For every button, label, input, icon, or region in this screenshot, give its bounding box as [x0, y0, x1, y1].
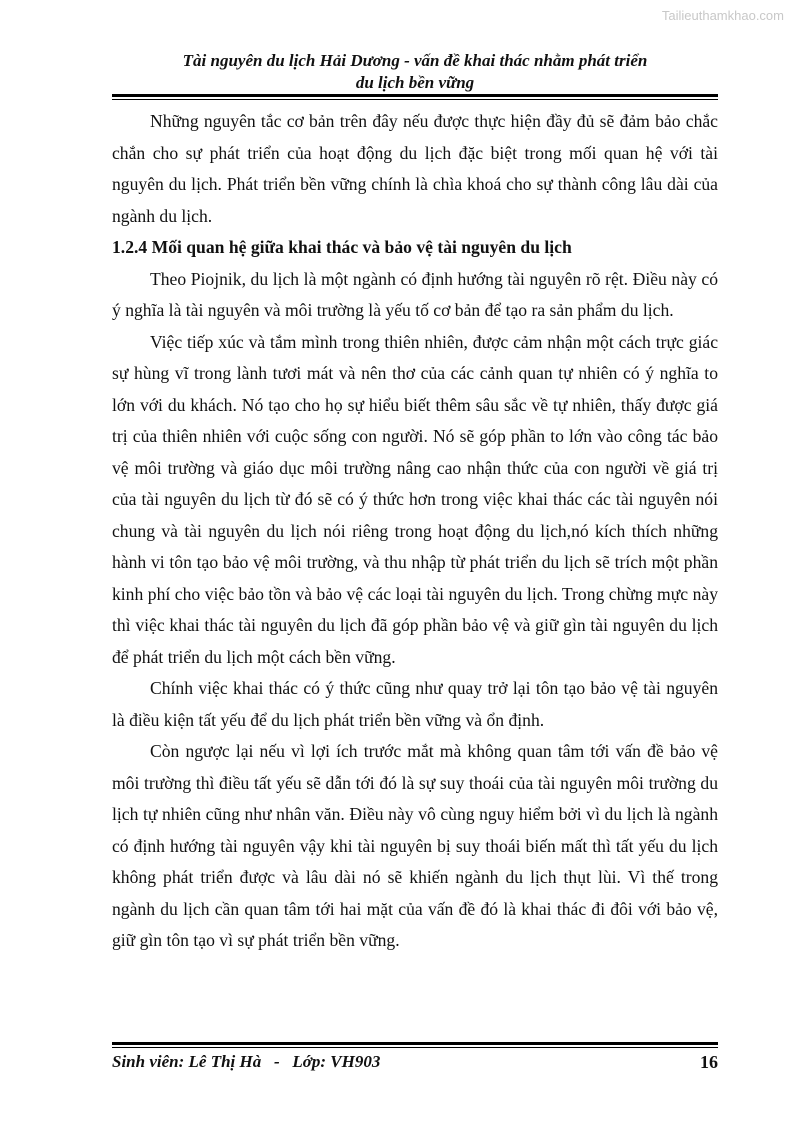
footer [112, 1052, 718, 1072]
paragraph-4: Chính việc khai thác có ý thức cũng như quay trở lại tôn tạo bảo vệ tài nguyên là điều kiện tất yếu để du lịch phát triển bền vững và ổn định. [112, 678, 718, 730]
footer-rule [112, 1042, 718, 1048]
page-number: 16 [700, 1052, 718, 1072]
header-line-1: Tài nguyên du lịch Hải Dương - vấn đề khai thác nhằm phát triển [182, 51, 648, 70]
header-rule [112, 94, 718, 100]
paragraph-3: Việc tiếp xúc và tắm mình trong thiên nhiên, được cảm nhận một cách trực giác sự hùng vĩ trong lành tươi mát và nên thơ của các cảnh quan tự nhiên có ý nghĩa to lớn với du khách. Nó tạo cho họ sự hiểu biết thêm sâu sắc về tự nhiên, thấy được giá trị của thiên nhiên với cuộc sống con người. Nó sẽ góp phần to lớn vào công tác bảo vệ môi trường và giáo dục môi trường nâng cao nhận thức của con người về giá trị của tài nguyên du lịch từ đó sẽ có ý thức hơn trong việc khai thác các tài nguyên nói chung và tài nguyên du lịch nói riêng trong hoạt động du lịch,nó kích thích những hành vi tôn tạo bảo vệ môi trường, và thu nhập từ phát triển du lịch sẽ trích một phần kinh phí cho việc bảo tồn và bảo vệ các loại tài nguyên du lịch. Trong chừng mực này thì việc khai thác tài nguyên du lịch đã góp phần bảo vệ và giữ gìn tài nguyên du lịch để phát triển du lịch một cách bền vững. [112, 331, 718, 667]
watermark: Tailieuthamkhao.com [661, 8, 784, 23]
section-heading: 1.2.4 Mối quan hệ giữa khai thác và bảo vệ tài nguyên du lịch [112, 237, 572, 257]
header-line-2: du lịch bền vững [355, 73, 475, 92]
paragraph-1: Những nguyên tắc cơ bản trên đây nếu được thực hiện đầy đủ sẽ đảm bảo chắc chắn cho sự phát triển của hoạt động du lịch đặc biệt trong mối quan hệ với tài nguyên du lịch. Phát triển bền vững chính là chìa khoá cho sự thành công lâu dài của ngành du lịch. [112, 111, 718, 226]
paragraph-5: Còn ngược lại nếu vì lợi ích trước mắt mà không quan tâm tới vấn đề bảo vệ môi trường thì điều tất yếu sẽ dẫn tới đó là sự suy thoái của tài nguyên môi trường du lịch tự nhiên cũng như nhân văn. Điều này vô cùng nguy hiểm bởi vì du lịch là ngành có định hướng tài nguyên vậy khi tài nguyên bị suy thoái biến mất thì tất yếu du lịch không phát triển được và lâu dài nó sẽ khiến ngành du lịch thụt lùi. Vì thế trong ngành du lịch cần quan tâm tới hai mặt của vấn đề đó là khai thác đi đôi với bảo vệ, giữ gìn tôn tạo vì sự phát triển bền vững. [112, 741, 718, 950]
paragraph-2: Theo Piojnik, du lịch là một ngành có định hướng tài nguyên rõ rệt. Điều này có ý nghĩa là tài nguyên và môi trường là yếu tố cơ bản để tạo ra sản phẩm du lịch. [112, 268, 718, 320]
running-header [112, 50, 718, 94]
page-body [112, 106, 718, 957]
footer-author: Sinh viên: Lê Thị Hà - Lớp: VH903 [112, 1052, 381, 1071]
